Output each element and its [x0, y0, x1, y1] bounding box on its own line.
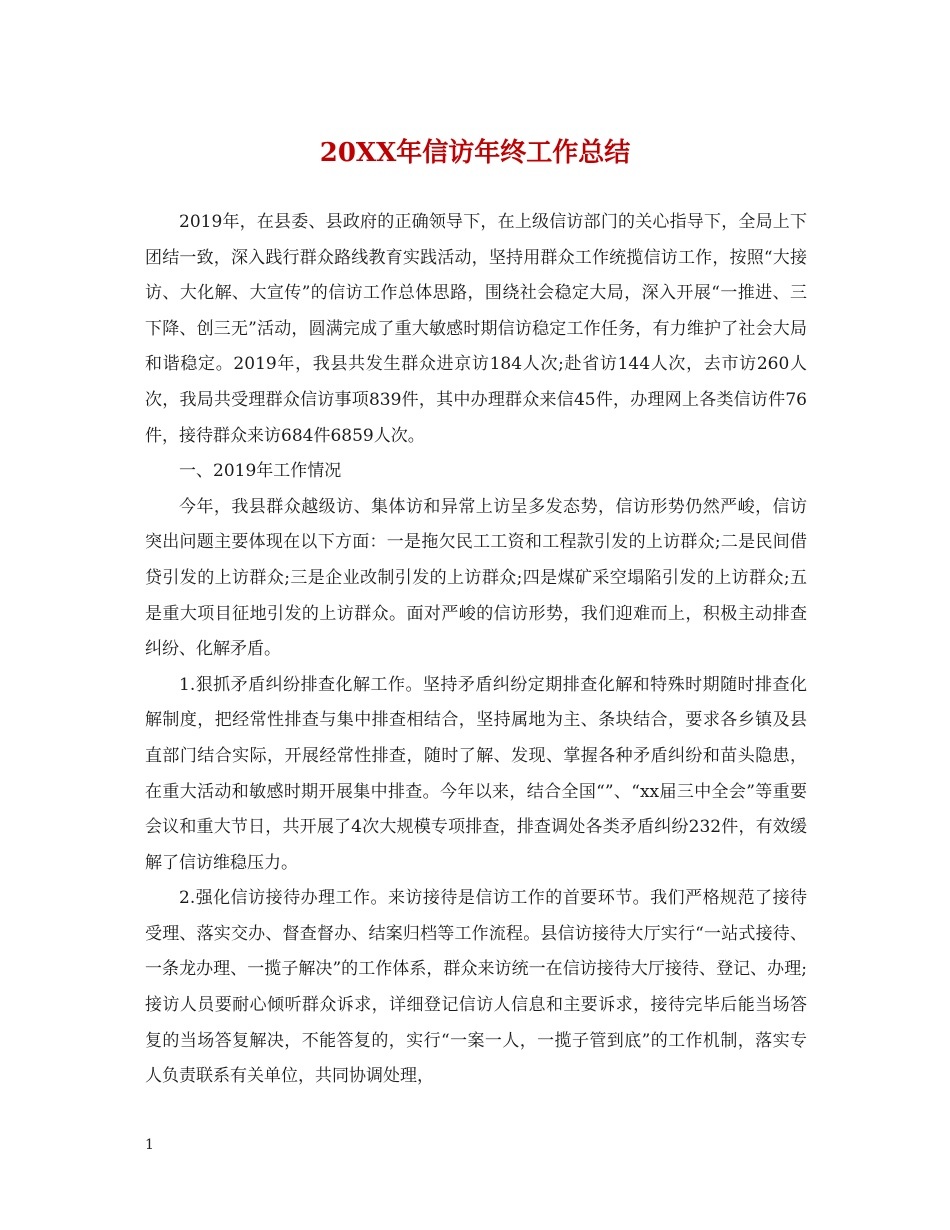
- paragraph-item-2: 2.强化信访接待办理工作。来访接待是信访工作的首要环节。我们严格规范了接待受理、落实交办、督查督办、结案归档等工作流程。县信访接待大厅实行“一站式接待、一条龙办理、一揽子解决”的工作体系，群众来访统一在信访接待大厅接待、登记、办理;接访人员要耐心倾听群众诉求，详细登记信访人信息和主要诉求，接待完毕后能当场答复的当场答复解决，不能答复的，实行“一案一人，一揽子管到底”的工作机制，落实专人负责联系有关单位，共同协调处理，: [145, 888, 807, 1087]
- paragraph-situation: 今年，我县群众越级访、集体访和异常上访呈多发态势，信访形势仍然严峻，信访突出问题主要体现在以下方面：一是拖欠民工工资和工程款引发的上访群众;二是民间借贷引发的上访群众;三是企业改制引发的上访群众;四是煤矿采空塌陷引发的上访群众;五是重大项目征地引发的上访群众。面对严峻的信访形势，我们迎难而上，积极主动排查纠纷、化解矛盾。: [145, 496, 807, 660]
- paragraph-item-1: 1.狠抓矛盾纠纷排查化解工作。坚持矛盾纠纷定期排查化解和特殊时期随时排查化解制度，把经常性排查与集中排查相结合，坚持属地为主、条块结合，要求各乡镇及县直部门结合实际，开展经常性排查，随时了解、发现、掌握各种矛盾纠纷和苗头隐患，在重大活动和敏感时期开展集中排查。今年以来，结合全国“”、“xx届三中全会”等重要会议和重大节日，共开展了4次大规模专项排查，排查调处各类矛盾纠纷232件，有效缓解了信访维稳压力。: [145, 674, 807, 873]
- page-number: 1: [145, 1137, 154, 1153]
- section-heading-work-situation: 一、2019年工作情况: [179, 461, 342, 482]
- document-title: 20XX年信访年终工作总结: [319, 138, 631, 168]
- document-body: [145, 205, 807, 1095]
- paragraph-intro: 2019年，在县委、县政府的正确领导下，在上级信访部门的关心指导下，全局上下团结一致，深入践行群众路线教育实践活动，坚持用群众工作统揽信访工作，按照“大接访、大化解、大宣传”的信访工作总体思路，围绕社会稳定大局，深入开展“一推进、三下降、创三无”活动，圆满完成了重大敏感时期信访稳定工作任务，有力维护了社会大局和谐稳定。2019年，我县共发生群众进京访184人次;赴省访144人次，去市访260人次，我局共受理群众信访事项839件，其中办理群众来信45件，办理网上各类信访件76件，接待群众来访684件6859人次。: [145, 212, 807, 446]
